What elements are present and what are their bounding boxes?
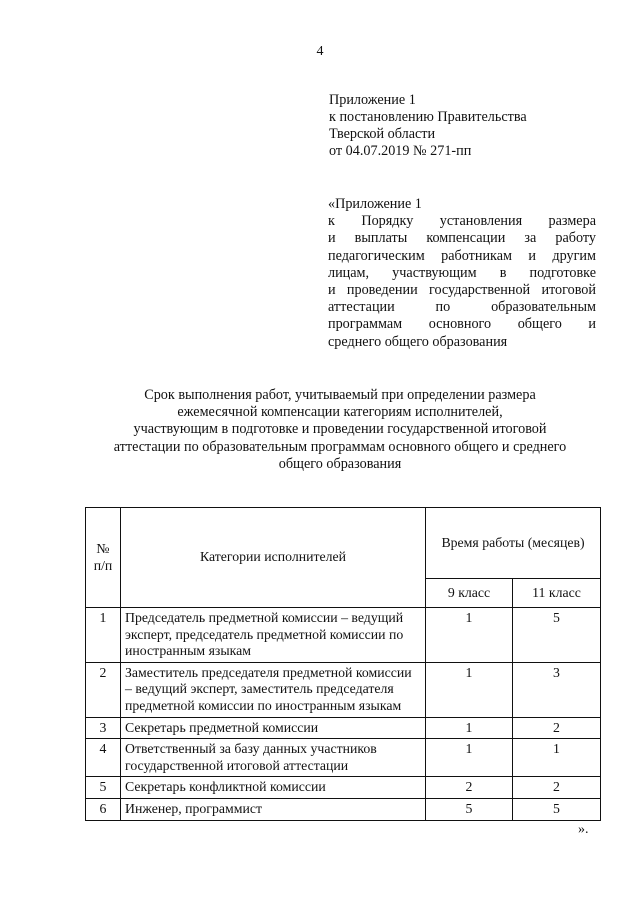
title-line: участвующим в подготовке и проведении государственной итоговой [133,421,547,438]
annex-line: программам основного общего и [328,316,596,333]
table-row [86,777,601,799]
appendix-line: от 04.07.2019 № 271-пп [329,143,472,159]
header-grade9: 9 класс [426,579,513,608]
annex-line: «Приложение 1 [328,196,422,212]
annex-line: и проведении государственной итоговой [328,282,596,299]
row-grade11: 1 [513,739,601,777]
appendix-line: к постановлению Правительства [329,109,527,125]
row-num: 6 [86,798,121,820]
row-grade11: 3 [513,662,601,717]
row-grade9: 1 [426,717,513,739]
row-category: Инженер, программист [121,798,426,820]
row-grade11: 2 [513,717,601,739]
table-row [86,798,601,820]
annex-line: к Порядку установления размера [328,213,596,230]
title-line: аттестации по образовательным программам основного общего и среднего [113,438,567,455]
annex-reference [328,196,596,351]
table-row [86,608,601,663]
row-num: 5 [86,777,121,799]
page-number: 4 [316,44,324,59]
appendix-line: Приложение 1 [329,92,416,108]
title-line: Срок выполнения работ, учитываемый при определении размера [144,387,536,403]
row-num: 4 [86,739,121,777]
title-line: общего образования [278,455,402,472]
title-line: ежемесячной компенсации категориям исполнителей, [177,404,503,421]
row-grade9: 1 [426,608,513,663]
row-category: Ответственный за базу данных участников государственной итоговой аттестации [121,739,426,777]
annex-line: и выплаты компенсации за работу [328,230,596,247]
row-num: 3 [86,717,121,739]
row-grade11: 5 [513,798,601,820]
row-grade9: 2 [426,777,513,799]
row-category: Секретарь предметной комиссии [121,717,426,739]
header-grade11: 11 класс [513,579,601,608]
row-grade11: 5 [513,608,601,663]
appendix-line: Тверской области [329,126,436,142]
row-category: Председатель предметной комиссии – ведущий эксперт, председатель предметной комиссии по иностранным языкам [121,608,426,663]
header-category: Категории исполнителей [121,508,426,608]
row-category: Секретарь конфликтной комиссии [121,777,426,799]
table-row [86,717,601,739]
closing-quote: ». [578,822,589,837]
table-row [86,739,601,777]
table-row [86,662,601,717]
row-num: 1 [86,608,121,663]
annex-line: аттестации по образовательным [328,299,596,316]
row-grade11: 2 [513,777,601,799]
header-num: № п/п [86,508,121,608]
row-grade9: 5 [426,798,513,820]
annex-line: педагогическим работникам и другим [328,247,596,264]
work-duration-table [85,507,601,821]
row-num: 2 [86,662,121,717]
annex-line: лицам, участвующим в подготовке [328,264,596,281]
header-time: Время работы (месяцев) [426,508,601,579]
appendix-header [329,92,599,160]
annex-line: среднего общего образования [328,333,508,350]
row-grade9: 1 [426,662,513,717]
row-category: Заместитель председателя предметной комиссии – ведущий эксперт, заместитель председателя предметной комиссии по иностранным языкам [121,662,426,717]
document-title [90,387,590,473]
row-grade9: 1 [426,739,513,777]
